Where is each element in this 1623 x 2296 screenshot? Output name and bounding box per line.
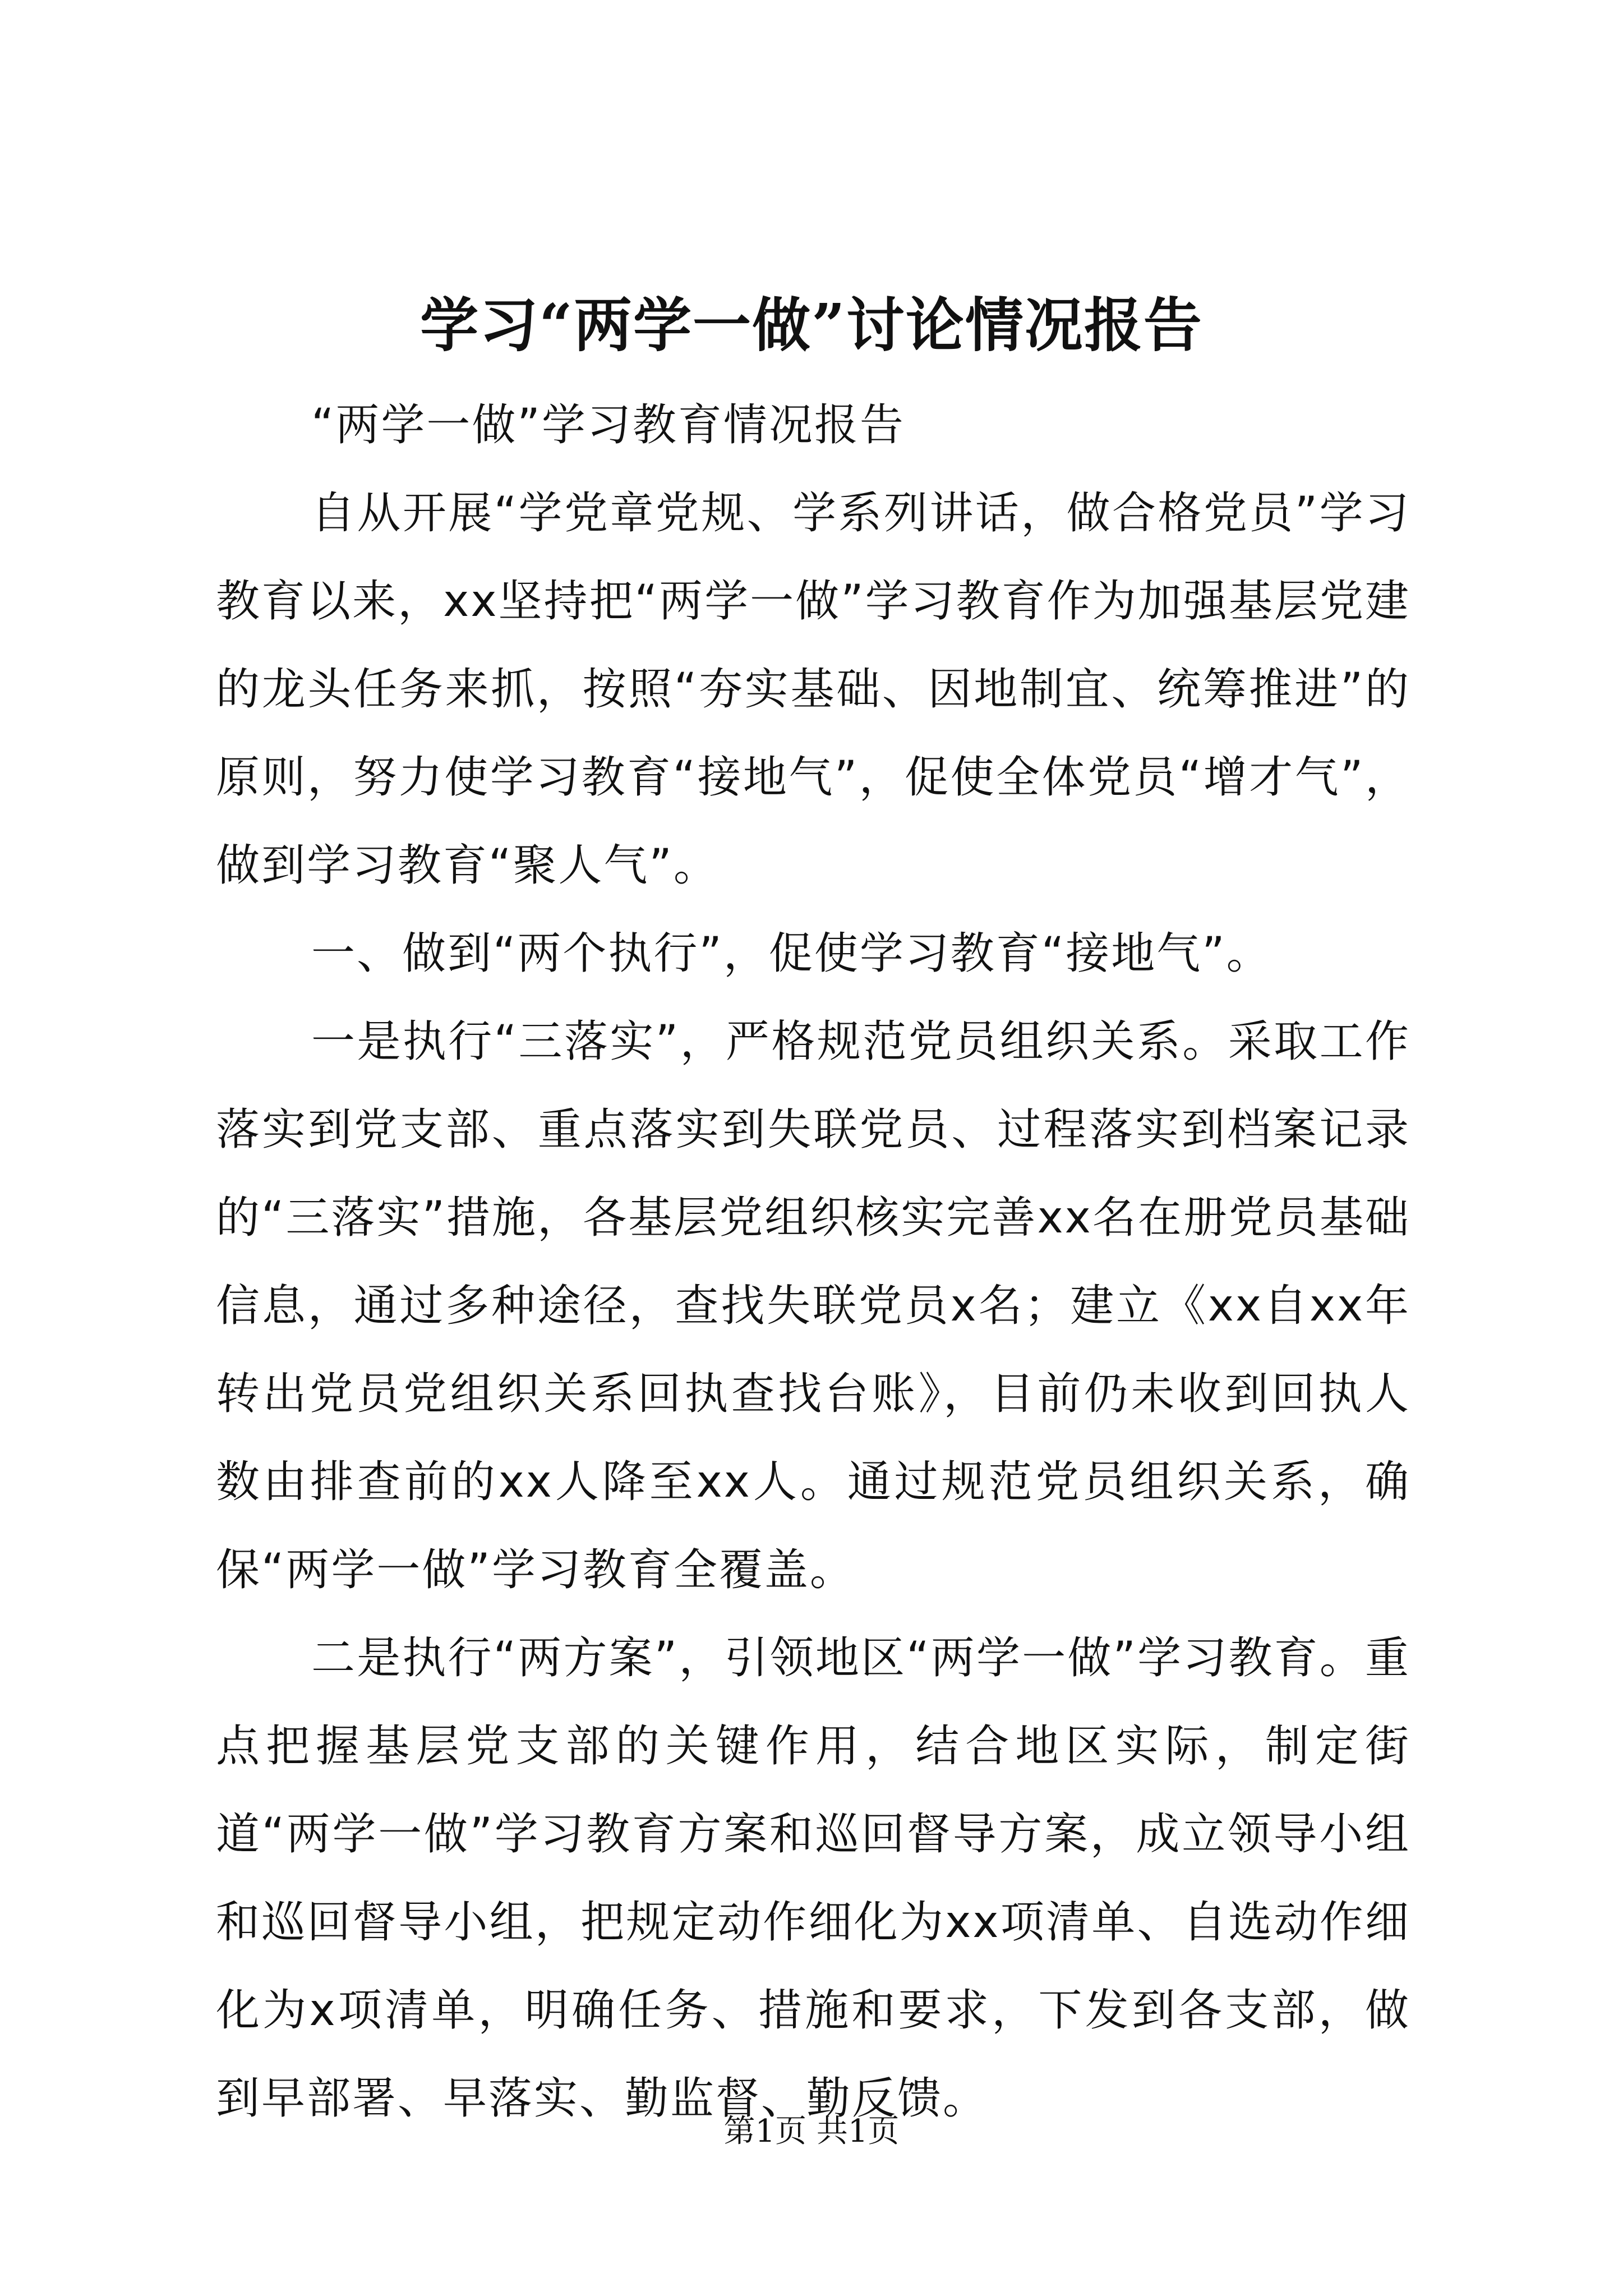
document-title: 学习“两学一做”讨论情况报告 bbox=[420, 291, 1203, 360]
paragraph-intro: 自从开展“学党章党规、学系列讲话，做合格党员”学习教育以来，xx坚持把“两学一做”学习教育作为加强基层党建的龙头任务来抓，按照“夯实基础、因地制宜、统筹推进”的原则，努力使学习教育“接地气”，促使全体党员“增才气”，做到学习教育“聚人气”。 bbox=[216, 488, 1410, 891]
paragraph-point-one: 一是执行“三落实”，严格规范党员组织关系。采取工作落实到党支部、重点落实到失联党员、过程落实到档案记录的“三落实”措施，各基层党组织核实完善xx名在册党员基础信息，通过多种途径，查找失联党员x名；建立《xx自xx年转出党员党组织关系回执查找台账》，目前仍未收到回执人数由排查前的xx人降至xx人。通过规范党员组织关系，确保“两学一做”学习教育全覆盖。 bbox=[216, 1016, 1410, 1595]
paragraph-subtitle: “两学一做”学习教育情况报告 bbox=[311, 400, 905, 450]
page-footer: 第1页 共1页 bbox=[723, 2113, 900, 2150]
document-body bbox=[216, 381, 1410, 2143]
paragraph-section-heading: 一、做到“两个执行”，促使学习教育“接地气”。 bbox=[311, 928, 1272, 979]
paragraph-point-two: 二是执行“两方案”，引领地区“两学一做”学习教育。重点把握基层党支部的关键作用，结合地区实际，制定街道“两学一做”学习教育方案和巡回督导方案，成立领导小组和巡回督导小组，把规定动作细化为xx项清单、自选动作细化为x项清单，明确任务、措施和要求，下发到各支部，做到早部署、早落实、勤监督、勤反馈。 bbox=[216, 1633, 1410, 2124]
